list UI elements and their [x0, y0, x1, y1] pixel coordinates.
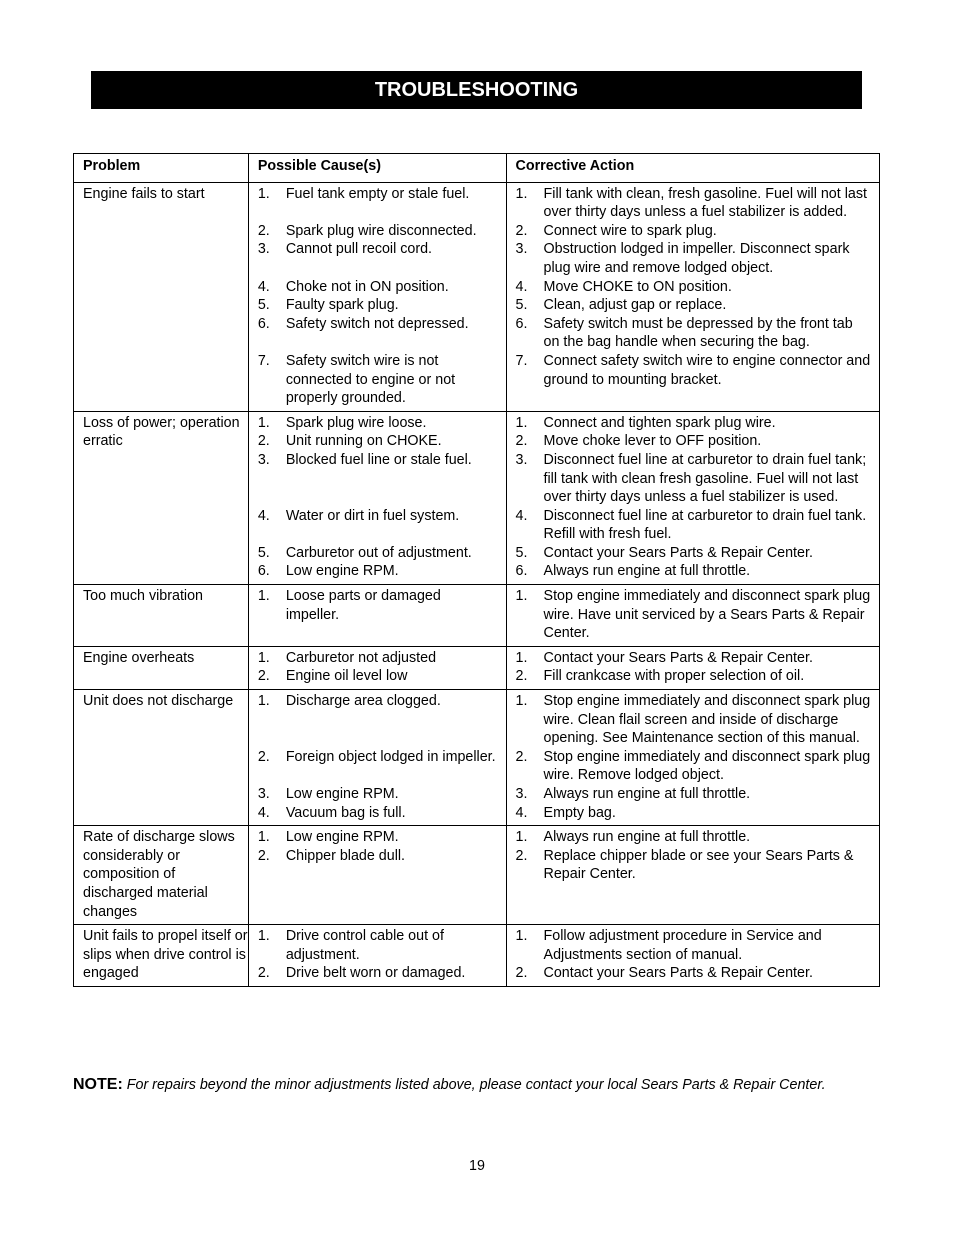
cause-item — [258, 847, 506, 884]
item-text: Safety switch wire is not connected to engine or not properly grounded. — [285, 352, 456, 407]
item-text: Follow adjustment procedure in Service and Adjustments section of manual. — [543, 928, 822, 963]
item-number: 1. — [515, 928, 528, 945]
cause-item — [258, 964, 506, 983]
item-number: 5. — [515, 297, 528, 314]
action-list — [516, 185, 879, 408]
item-number: 4. — [515, 278, 528, 295]
cause-list — [258, 692, 506, 822]
action-list — [516, 414, 879, 581]
item-number: 1. — [515, 414, 528, 431]
cause-item — [258, 544, 506, 563]
item-text: Spark plug wire disconnected. — [285, 222, 477, 239]
header-problem: Problem — [74, 154, 249, 183]
cause-item — [258, 748, 506, 785]
item-number: 1. — [515, 185, 528, 202]
cause-item — [258, 587, 506, 643]
item-number: 3. — [515, 786, 528, 802]
actions-cell — [506, 411, 879, 584]
cause-list — [258, 414, 506, 581]
item-number: 1. — [257, 588, 270, 605]
item-text: Fill tank with clean, fresh gasoline. Fuel will not last over thirty days unless a fuel stabilizer is added. — [543, 185, 867, 221]
item-text: Carburetor out of adjustment. — [285, 544, 472, 561]
item-text: Disconnect fuel line at carburetor to drain fuel tank. Refill with fresh fuel. — [543, 507, 867, 543]
item-text: Safety switch not depressed. — [285, 315, 469, 332]
cause-item — [258, 507, 506, 544]
problem-cell: Rate of discharge slows considerably or composition of discharged material changes — [74, 826, 249, 925]
item-number: 4. — [257, 278, 270, 295]
item-number: 2. — [257, 433, 270, 450]
problem-cell: Engine overheats — [74, 646, 249, 689]
action-item — [516, 562, 879, 581]
cause-item — [258, 804, 506, 823]
table-row — [74, 585, 880, 647]
actions-cell — [506, 182, 879, 411]
item-number: 2. — [515, 433, 528, 450]
item-text: Drive control cable out of adjustment. — [285, 928, 444, 963]
action-item — [516, 927, 879, 964]
item-text: Unit running on CHOKE. — [285, 433, 442, 450]
item-text: Move CHOKE to ON position. — [543, 278, 732, 295]
action-item — [516, 414, 879, 433]
cause-item — [258, 667, 506, 686]
problem-cell: Loss of power; operation erratic — [74, 411, 249, 584]
item-number: 3. — [257, 241, 270, 258]
action-item — [516, 451, 879, 507]
causes-cell — [248, 646, 506, 689]
item-text: Drive belt worn or damaged. — [285, 965, 466, 982]
item-number: 3. — [257, 451, 270, 468]
item-text: Chipper blade dull. — [285, 847, 406, 864]
item-text: Carburetor not adjusted — [285, 649, 437, 666]
item-text: Disconnect fuel line at carburetor to drain fuel tank; fill tank with clean fresh gasoline. Fuel will not last over thirty days unless a fuel stabilizer is used. — [543, 451, 867, 506]
section-title-bar — [91, 71, 862, 109]
problem-cell: Engine fails to start — [74, 182, 249, 411]
table-header-row — [74, 154, 880, 183]
action-list — [516, 692, 879, 822]
cause-item — [258, 352, 506, 408]
action-item — [516, 296, 879, 315]
item-text: Cannot pull recoil cord. — [285, 241, 433, 258]
item-text: Contact your Sears Parts & Repair Center. — [543, 544, 813, 561]
cause-item — [258, 828, 506, 847]
item-number: 5. — [257, 544, 270, 561]
item-number: 1. — [257, 185, 270, 202]
causes-cell — [248, 585, 506, 647]
item-number: 3. — [515, 451, 528, 468]
item-number: 1. — [257, 829, 270, 846]
item-text: Connect wire to spark plug. — [543, 222, 717, 239]
item-text: Obstruction lodged in impeller. Disconnect spark plug wire and remove lodged object. — [543, 241, 850, 276]
action-item — [516, 847, 879, 884]
cause-item — [258, 432, 506, 451]
item-number: 1. — [515, 829, 528, 846]
item-number: 6. — [257, 315, 270, 332]
cause-item — [258, 315, 506, 352]
item-text: Always run engine at full throttle. — [543, 829, 751, 846]
action-item — [516, 507, 879, 544]
item-text: Stop engine immediately and disconnect spark plug wire. Clean flail screen and inside of discharge opening. See Maintenance section of this manual. — [543, 693, 871, 747]
cause-item — [258, 222, 506, 241]
action-item — [516, 352, 879, 408]
item-text: Fill crankcase with proper selection of oil. — [543, 668, 805, 685]
cause-list — [258, 185, 506, 408]
action-item — [516, 240, 879, 277]
action-list — [516, 587, 879, 643]
action-item — [516, 748, 879, 785]
header-causes: Possible Cause(s) — [248, 154, 506, 183]
item-text: Spark plug wire loose. — [285, 414, 427, 431]
item-text: Connect and tighten spark plug wire. — [543, 414, 776, 431]
problem-cell: Too much vibration — [74, 585, 249, 647]
item-number: 1. — [257, 693, 270, 710]
header-actions: Corrective Action — [506, 154, 879, 183]
action-item — [516, 828, 879, 847]
item-number: 2. — [257, 847, 270, 864]
cause-item — [258, 296, 506, 315]
causes-cell — [248, 925, 506, 987]
item-number: 6. — [515, 315, 528, 332]
item-number: 2. — [515, 847, 528, 864]
item-number: 7. — [515, 352, 528, 369]
action-item — [516, 667, 879, 686]
action-list — [516, 828, 879, 884]
item-text: Contact your Sears Parts & Repair Center. — [543, 649, 813, 666]
cause-list — [258, 649, 506, 686]
item-number: 1. — [257, 414, 270, 431]
cause-list — [258, 927, 506, 983]
item-text: Clean, adjust gap or replace. — [543, 297, 727, 314]
item-text: Low engine RPM. — [285, 786, 399, 802]
item-text: Empty bag. — [543, 804, 616, 821]
cause-item — [258, 927, 506, 964]
actions-cell — [506, 585, 879, 647]
action-item — [516, 649, 879, 668]
causes-cell — [248, 826, 506, 925]
action-item — [516, 222, 879, 241]
action-item — [516, 278, 879, 297]
item-number: 2. — [257, 748, 270, 765]
action-list — [516, 649, 879, 686]
page-number: 19 — [469, 1158, 485, 1174]
actions-cell — [506, 826, 879, 925]
action-item — [516, 544, 879, 563]
item-text: Safety switch must be depressed by the front tab on the bag handle when securing the bag. — [543, 315, 853, 351]
action-item — [516, 964, 879, 983]
table-row — [74, 182, 880, 411]
item-number: 4. — [515, 507, 528, 524]
table-row — [74, 411, 880, 584]
item-number: 2. — [257, 965, 270, 982]
problem-cell: Unit fails to propel itself or slips when drive control is engaged — [74, 925, 249, 987]
item-text: Discharge area clogged. — [285, 693, 441, 710]
action-item — [516, 432, 879, 451]
item-text: Replace chipper blade or see your Sears Parts & Repair Center. — [543, 847, 854, 883]
actions-cell — [506, 690, 879, 826]
item-text: Connect safety switch wire to engine connector and ground to mounting bracket. — [543, 352, 871, 388]
action-list — [516, 927, 879, 983]
item-text: Blocked fuel line or stale fuel. — [285, 451, 472, 468]
note-text: For repairs beyond the minor adjustments listed above, please contact your local Sears Parts & Repair Center. — [126, 1077, 826, 1093]
item-number: 7. — [257, 352, 270, 369]
item-number: 3. — [257, 786, 270, 802]
item-text: Move choke lever to OFF position. — [543, 433, 762, 450]
item-text: Stop engine immediately and disconnect spark plug wire. Have unit serviced by a Sears Parts & Repair Center. — [543, 588, 871, 642]
item-text: Low engine RPM. — [285, 563, 399, 580]
item-text: Stop engine immediately and disconnect spark plug wire. Remove lodged object. — [543, 748, 871, 784]
item-number: 2. — [515, 222, 528, 239]
item-number: 1. — [257, 649, 270, 666]
item-text: Low engine RPM. — [285, 829, 399, 846]
item-number: 5. — [515, 544, 528, 561]
item-number: 1. — [515, 649, 528, 666]
item-text: Choke not in ON position. — [285, 278, 449, 295]
actions-cell — [506, 646, 879, 689]
cause-item — [258, 414, 506, 433]
cause-list — [258, 587, 506, 643]
item-number: 2. — [257, 222, 270, 239]
item-number: 1. — [257, 928, 270, 945]
action-item — [516, 185, 879, 222]
cause-list — [258, 828, 506, 884]
table-row — [74, 690, 880, 826]
item-text: Vacuum bag is full. — [285, 804, 406, 821]
item-number: 2. — [515, 668, 528, 685]
item-number: 4. — [257, 507, 270, 524]
action-item — [516, 804, 879, 823]
item-text: Loose parts or damaged impeller. — [285, 588, 441, 623]
cause-item — [258, 562, 506, 581]
note-label: NOTE: — [73, 1076, 123, 1093]
cause-item — [258, 649, 506, 668]
item-number: 5. — [257, 297, 270, 314]
item-number: 6. — [257, 563, 270, 580]
item-number: 2. — [257, 668, 270, 685]
item-text: Foreign object lodged in impeller. — [285, 748, 496, 765]
cause-item — [258, 240, 506, 277]
item-number: 1. — [515, 693, 528, 710]
causes-cell — [248, 182, 506, 411]
item-number: 1. — [515, 588, 528, 605]
item-text: Engine oil level low — [285, 668, 408, 685]
item-text: Fuel tank empty or stale fuel. — [285, 185, 470, 202]
table-row — [74, 925, 880, 987]
cause-item — [258, 785, 506, 804]
section-title: TROUBLESHOOTING — [374, 78, 579, 101]
cause-item — [258, 451, 506, 507]
item-number: 4. — [515, 804, 528, 821]
item-number: 2. — [515, 965, 528, 982]
problem-cell: Unit does not discharge — [74, 690, 249, 826]
action-item — [516, 785, 879, 804]
causes-cell — [248, 690, 506, 826]
action-item — [516, 692, 879, 748]
cause-item — [258, 185, 506, 222]
action-item — [516, 315, 879, 352]
note — [73, 1075, 880, 1095]
item-text: Contact your Sears Parts & Repair Center. — [543, 965, 813, 982]
table-row — [74, 646, 880, 689]
item-text: Water or dirt in fuel system. — [285, 507, 460, 524]
item-number: 4. — [257, 804, 270, 821]
actions-cell — [506, 925, 879, 987]
item-number: 3. — [515, 241, 528, 258]
action-item — [516, 587, 879, 643]
table-row — [74, 826, 880, 925]
item-text: Always run engine at full throttle. — [543, 786, 751, 802]
troubleshooting-table — [73, 153, 880, 987]
item-text: Faulty spark plug. — [285, 297, 399, 314]
item-number: 6. — [515, 563, 528, 580]
cause-item — [258, 278, 506, 297]
item-number: 2. — [515, 748, 528, 765]
cause-item — [258, 692, 506, 748]
item-text: Always run engine at full throttle. — [543, 563, 751, 580]
causes-cell — [248, 411, 506, 584]
